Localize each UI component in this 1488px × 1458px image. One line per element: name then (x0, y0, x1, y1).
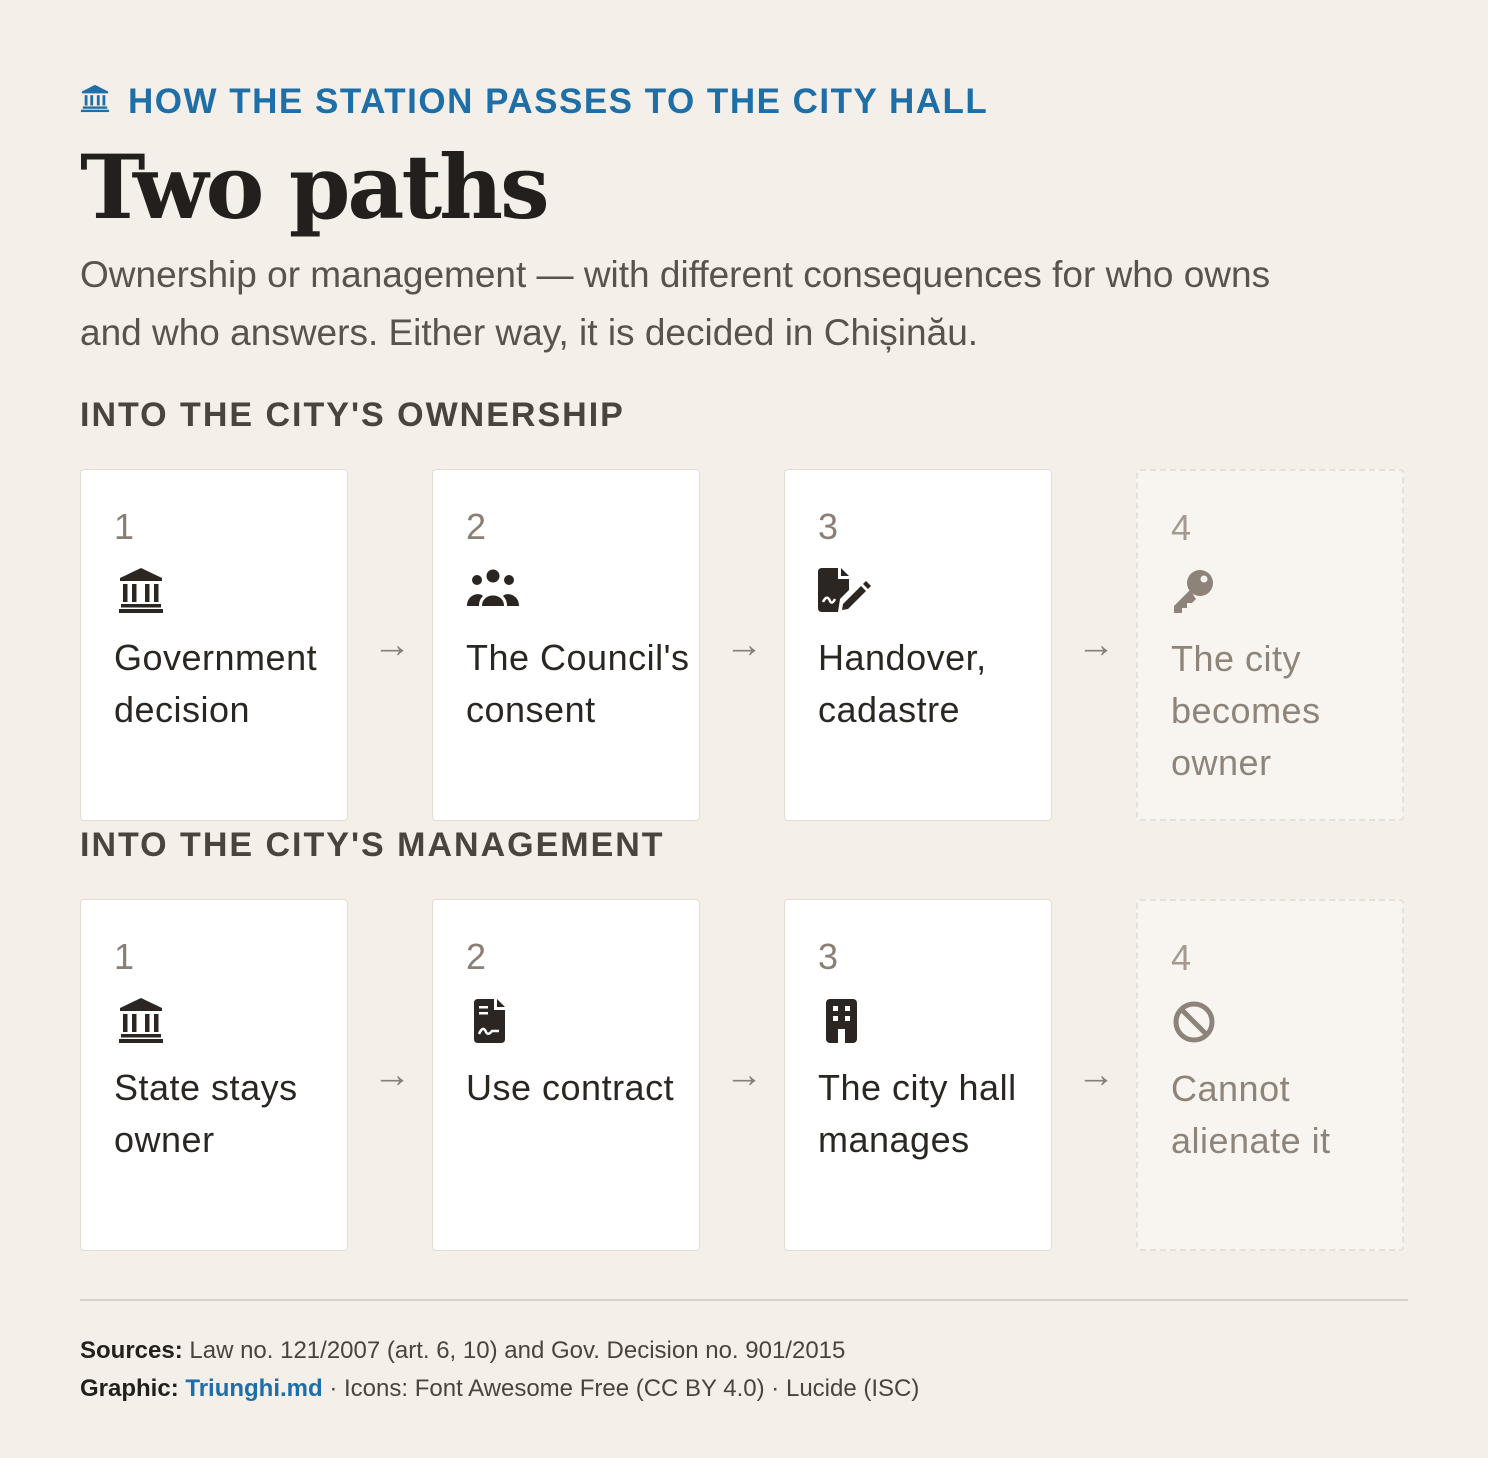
management-step-2 (432, 899, 700, 1251)
step-label: Use contract (466, 1067, 675, 1108)
section-label-management: INTO THE CITY'S MANAGEMENT (80, 826, 665, 864)
step-label: Handover, cadastre (818, 637, 987, 730)
step-number: 3 (818, 936, 839, 977)
arrow-icon: → (1077, 624, 1115, 666)
subtitle: Ownership or management — with different consequences for who owns and who answers. Either way, it is decided in Chișinău. (80, 254, 1271, 353)
step-number: 2 (466, 506, 487, 547)
step-number: 3 (818, 506, 839, 547)
management-step-4 (1136, 899, 1404, 1251)
step-number: 2 (466, 936, 487, 977)
step-label: The city hall manages (818, 1067, 1017, 1160)
management-step-3 (784, 899, 1052, 1251)
arrow-icon: → (373, 1054, 411, 1096)
step-number: 1 (114, 506, 135, 547)
management-path (80, 899, 1408, 1253)
people-group-icon (466, 568, 520, 614)
section-label-ownership: INTO THE CITY'S OWNERSHIP (80, 396, 625, 434)
arrow-icon: → (1077, 1054, 1115, 1096)
arrow-icon: → (373, 624, 411, 666)
building-icon (818, 998, 872, 1044)
step-label: Government decision (114, 637, 318, 730)
kicker (80, 82, 988, 122)
sources-line (80, 1337, 845, 1365)
ban-icon (1171, 999, 1225, 1045)
step-label: The city becomes owner (1171, 638, 1321, 783)
arrow-icon: → (725, 1054, 763, 1096)
graphic-credits: · Icons: Font Awesome Free (CC BY 4.0) · Lucide (ISC) (322, 1375, 920, 1402)
arrow-icon: → (725, 624, 763, 666)
step-label: The Council's consent (466, 637, 690, 730)
ownership-step-3 (784, 469, 1052, 821)
management-step-1 (80, 899, 348, 1251)
sources-text: Law no. 121/2007 (art. 6, 10) and Gov. Decision no. 901/2015 (189, 1337, 846, 1364)
key-icon (1171, 569, 1225, 615)
ownership-step-1 (80, 469, 348, 821)
step-label: State stays owner (114, 1067, 298, 1160)
landmark-icon (80, 82, 110, 122)
step-number: 1 (114, 936, 135, 977)
page-title: Two paths (80, 135, 547, 239)
file-contract-icon (466, 998, 520, 1044)
kicker-text: HOW THE STATION PASSES TO THE CITY HALL (128, 82, 989, 121)
graphic-label: Graphic: (80, 1375, 179, 1402)
landmark-icon (114, 998, 168, 1044)
step-label: Cannot alienate it (1171, 1068, 1331, 1161)
step-number: 4 (1171, 507, 1192, 548)
triunghi-link[interactable]: Triunghi.md (185, 1375, 323, 1402)
divider (80, 1299, 1408, 1301)
landmark-icon (114, 568, 168, 614)
step-number: 4 (1171, 937, 1192, 978)
ownership-step-2 (432, 469, 700, 821)
sources-label: Sources: (80, 1337, 183, 1364)
graphic-line (80, 1375, 919, 1403)
ownership-step-4 (1136, 469, 1404, 821)
ownership-path (80, 469, 1408, 823)
file-signature-icon (818, 568, 872, 614)
